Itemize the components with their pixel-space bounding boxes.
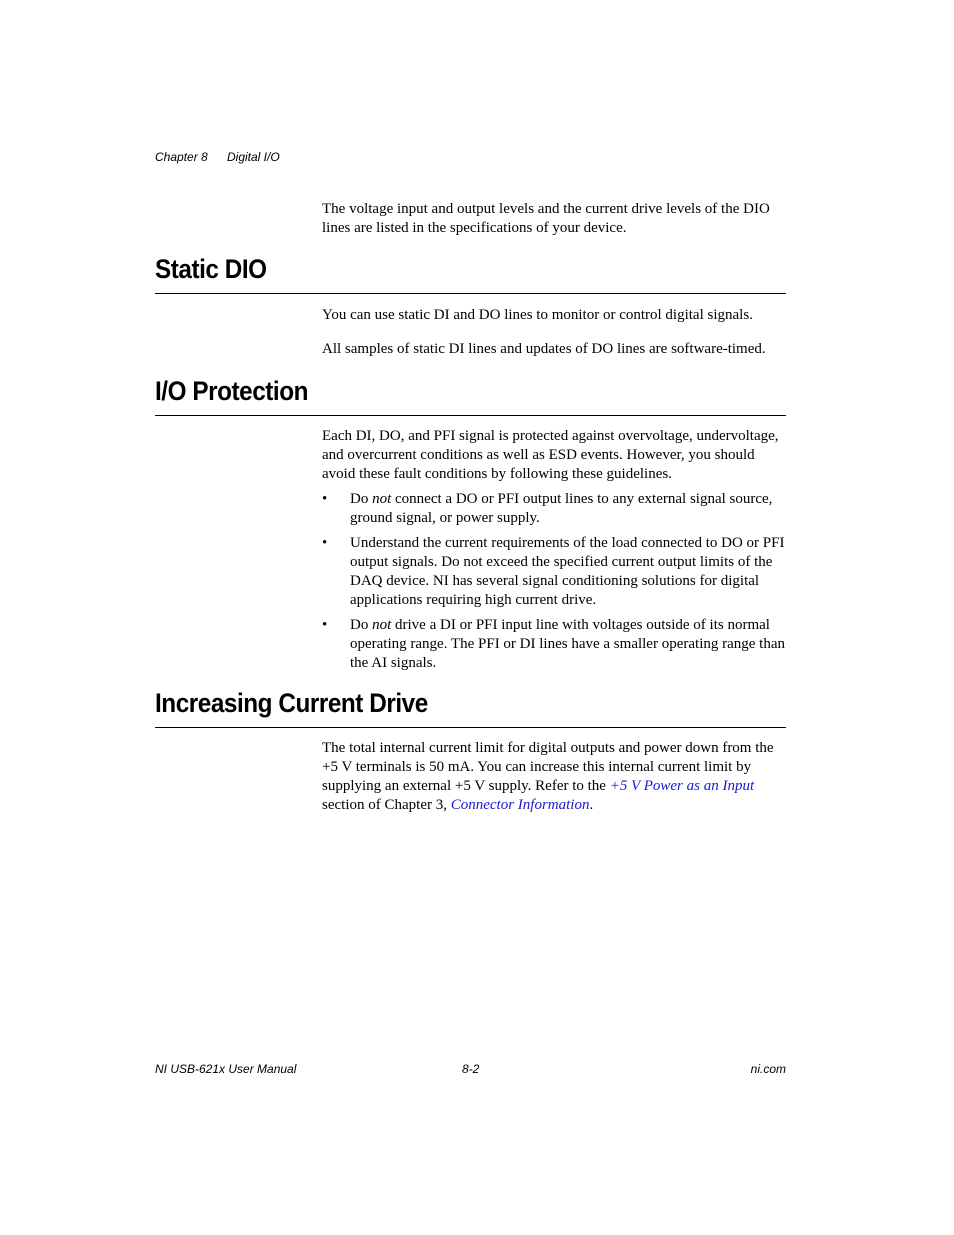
bullet-mark: • bbox=[322, 491, 328, 507]
list-item bbox=[322, 616, 786, 673]
emphasis-not: not bbox=[372, 617, 392, 633]
list-item bbox=[322, 490, 786, 528]
chapter-title: Digital I/O bbox=[227, 150, 280, 164]
footer-page-number: 8-2 bbox=[462, 1062, 480, 1076]
heading-increasing-current-drive: Increasing Current Drive bbox=[155, 688, 428, 718]
chapter-label: Chapter 8 bbox=[155, 150, 208, 164]
bullet-mark: • bbox=[322, 617, 328, 633]
heading-rule bbox=[155, 727, 786, 728]
heading-static-dio: Static DIO bbox=[155, 254, 267, 284]
bullet-text-post: drive a DI or PFI input line with voltages outside of its normal operating range. The PFI or DI lines have a smaller operating range than the AI signals. bbox=[350, 617, 785, 671]
heading-io-protection: I/O Protection bbox=[155, 376, 309, 406]
increasing-drive-paragraph bbox=[322, 739, 786, 815]
bullet-text-post: connect a DO or PFI output lines to any external signal source, ground signal, or power supply. bbox=[350, 491, 773, 526]
bullet-mark: • bbox=[322, 535, 328, 551]
paragraph-text: The total internal current limit for digital outputs and power down from the +5 V terminals is 50 mA. You can increase this internal current limit by supplying an external +5 V supply. Refer to the bbox=[322, 740, 774, 794]
static-dio-paragraph-2: All samples of static DI lines and updates of DO lines are software-timed. bbox=[322, 341, 766, 357]
heading-rule bbox=[155, 415, 786, 416]
heading-rule bbox=[155, 293, 786, 294]
paragraph-text: . bbox=[589, 797, 594, 813]
io-protection-paragraph: Each DI, DO, and PFI signal is protected against overvoltage, undervoltage, and overcurrent conditions as well as ESD events. However, you should avoid these fault conditions by following these guidelines. bbox=[322, 428, 779, 482]
footer-manual-title: NI USB-621x User Manual bbox=[155, 1062, 297, 1076]
bullet-text: Understand the current requirements of the load connected to DO or PFI output signals. Do not exceed the specified current output limits of the DAQ device. NI has several signal conditioning solutions for digital applications requiring high current drive. bbox=[350, 535, 785, 608]
bullet-text-pre: Do bbox=[350, 491, 373, 507]
intro-paragraph: The voltage input and output levels and the current drive levels of the DIO lines are listed in the specifications of your device. bbox=[322, 201, 770, 236]
guidelines-list bbox=[322, 490, 786, 679]
list-item bbox=[322, 534, 786, 610]
link-power-as-input[interactable]: +5 V Power as an Input bbox=[609, 778, 755, 794]
bullet-text-pre: Do bbox=[350, 617, 373, 633]
paragraph-text: section of Chapter 3, bbox=[322, 797, 451, 813]
emphasis-not: not bbox=[372, 491, 392, 507]
running-header bbox=[155, 150, 280, 164]
link-connector-information[interactable]: Connector Information bbox=[450, 797, 590, 813]
static-dio-paragraph-1: You can use static DI and DO lines to monitor or control digital signals. bbox=[322, 307, 753, 323]
footer-website: ni.com bbox=[750, 1062, 786, 1076]
